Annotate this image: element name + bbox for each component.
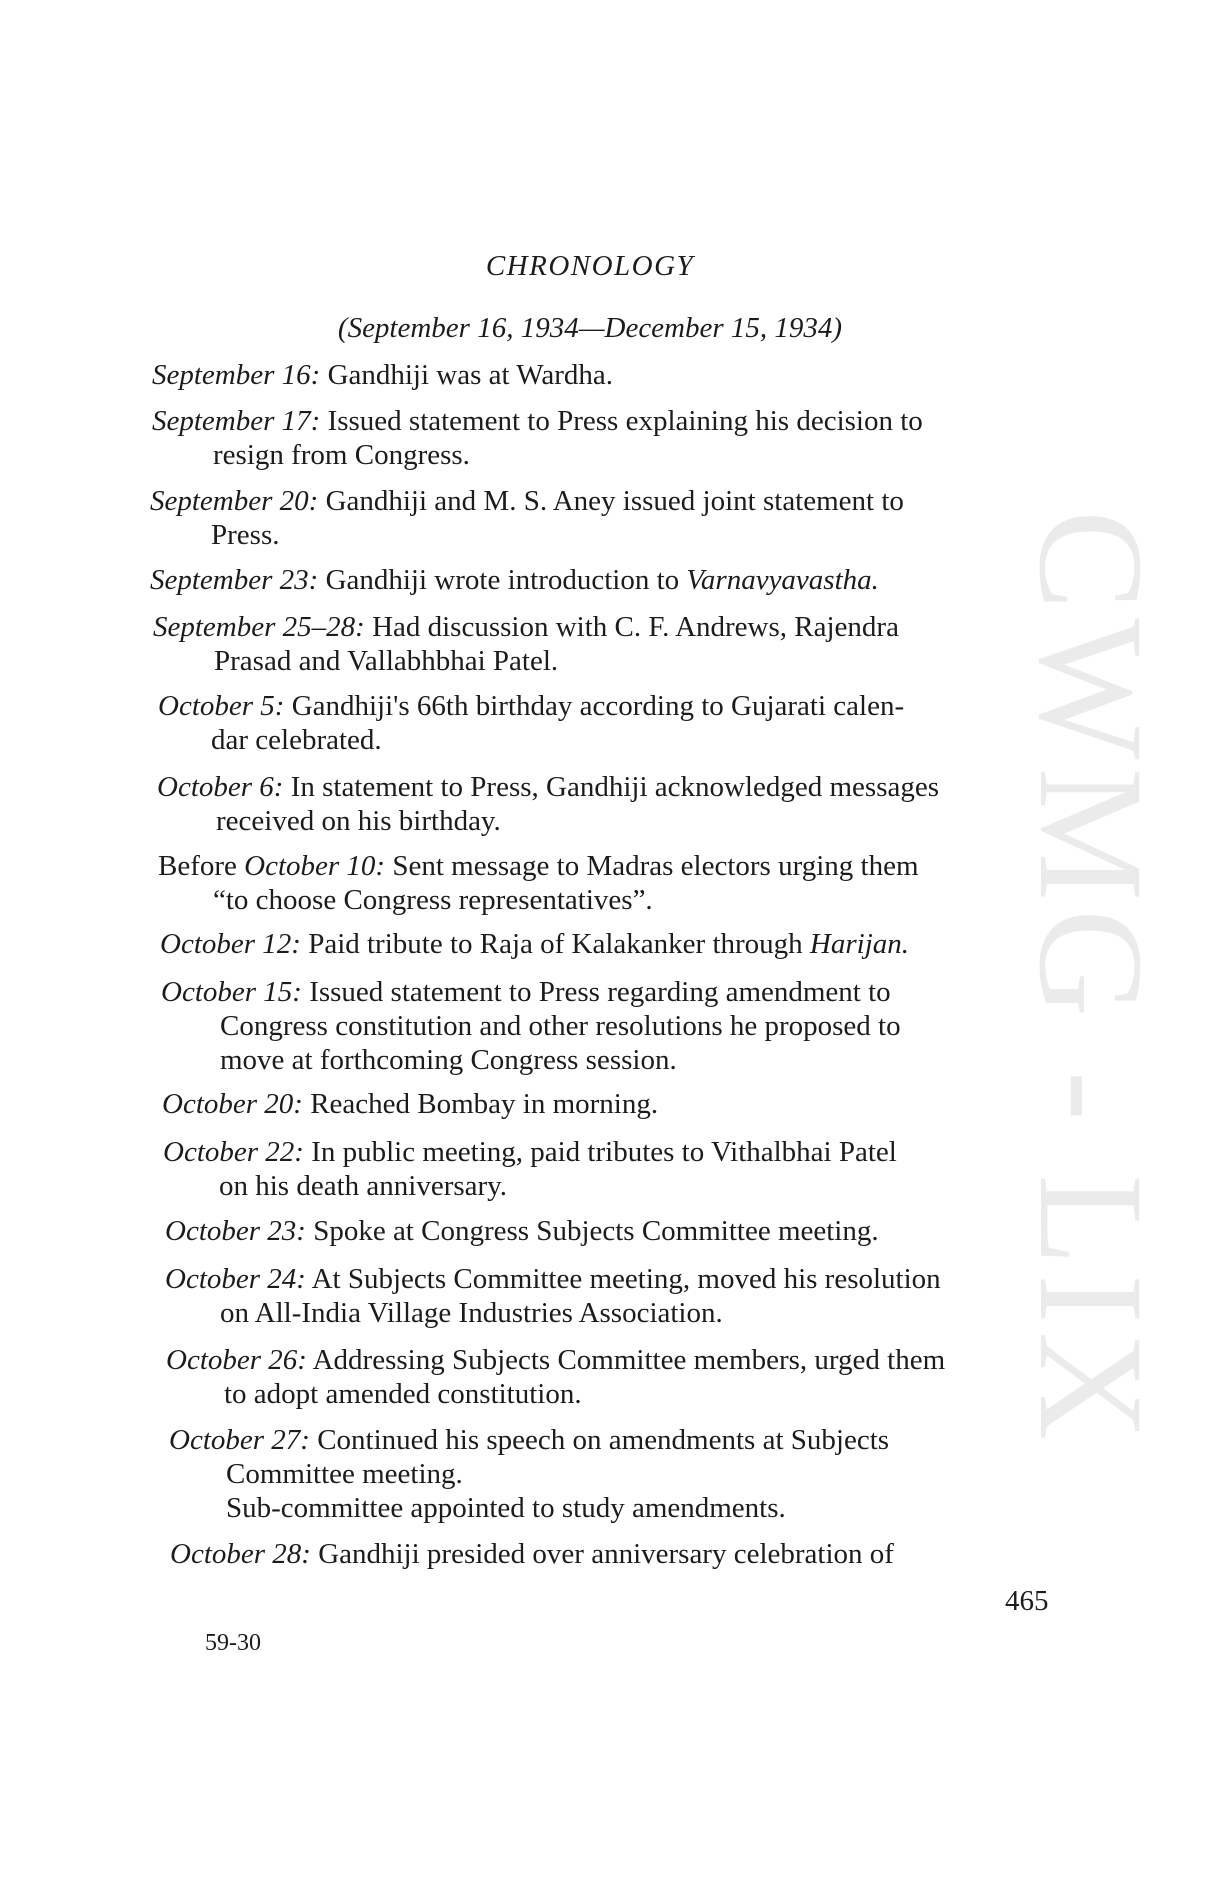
date-range: (September 16, 1934—December 15, 1934) [337,312,843,344]
entry-sep-25-28: September 25–28: Had discussion with C. F. Andrews, Rajendra Prasad and Vallabhbhai Patel. [153,611,899,677]
entry-oct-15: October 15: Issued statement to Press regarding amendment to Congress constitution and other resolutions he proposed to move at forthcoming Congress session. [161,976,901,1076]
entry-oct-6: October 6: In statement to Press, Gandhiji acknowledged messages received on his birthday. [157,771,940,837]
watermark: CWMG - LIX [1008,510,1174,1449]
entry-sep-20: September 20: Gandhiji and M. S. Aney issued joint statement to Press. [150,485,904,551]
entry-oct-20: October 20: Reached Bombay in morning. [162,1088,659,1120]
entry-oct-23: October 23: Spoke at Congress Subjects Committee meeting. [165,1215,879,1247]
entry-oct-12: October 12: Paid tribute to Raja of Kalakanker through Harijan. [160,928,910,960]
entry-oct-22: October 22: In public meeting, paid tributes to Vithalbhai Patel on his death anniversary. [163,1136,897,1202]
entry-sep-17: September 17: Issued statement to Press explaining his decision to resign from Congress. [152,405,923,471]
page-number: 465 [1005,1585,1049,1617]
entry-oct-28: October 28: Gandhiji presided over anniversary celebration of [170,1538,894,1570]
entry-sep-23: September 23: Gandhiji wrote introduction to Varnavyavastha. [150,564,879,596]
entry-oct-26: October 26: Addressing Subjects Committee members, urged them to adopt amended constitution. [166,1344,946,1410]
entry-oct-10: Before October 10: Sent message to Madras electors urging them “to choose Congress representatives”. [158,850,919,916]
entry-oct-24: October 24: At Subjects Committee meeting, moved his resolution on All-India Village Industries Association. [165,1263,941,1329]
signature-mark: 59-30 [205,1630,261,1656]
entry-oct-27: October 27: Continued his speech on amendments at Subjects Committee meeting. Sub-committee appointed to study amendments. [169,1424,890,1524]
page-title: CHRONOLOGY [485,250,695,282]
entry-sep-16: September 16: Gandhiji was at Wardha. [152,359,614,391]
entry-oct-5: October 5: Gandhiji's 66th birthday according to Gujarati calen- dar celebrated. [158,690,905,756]
